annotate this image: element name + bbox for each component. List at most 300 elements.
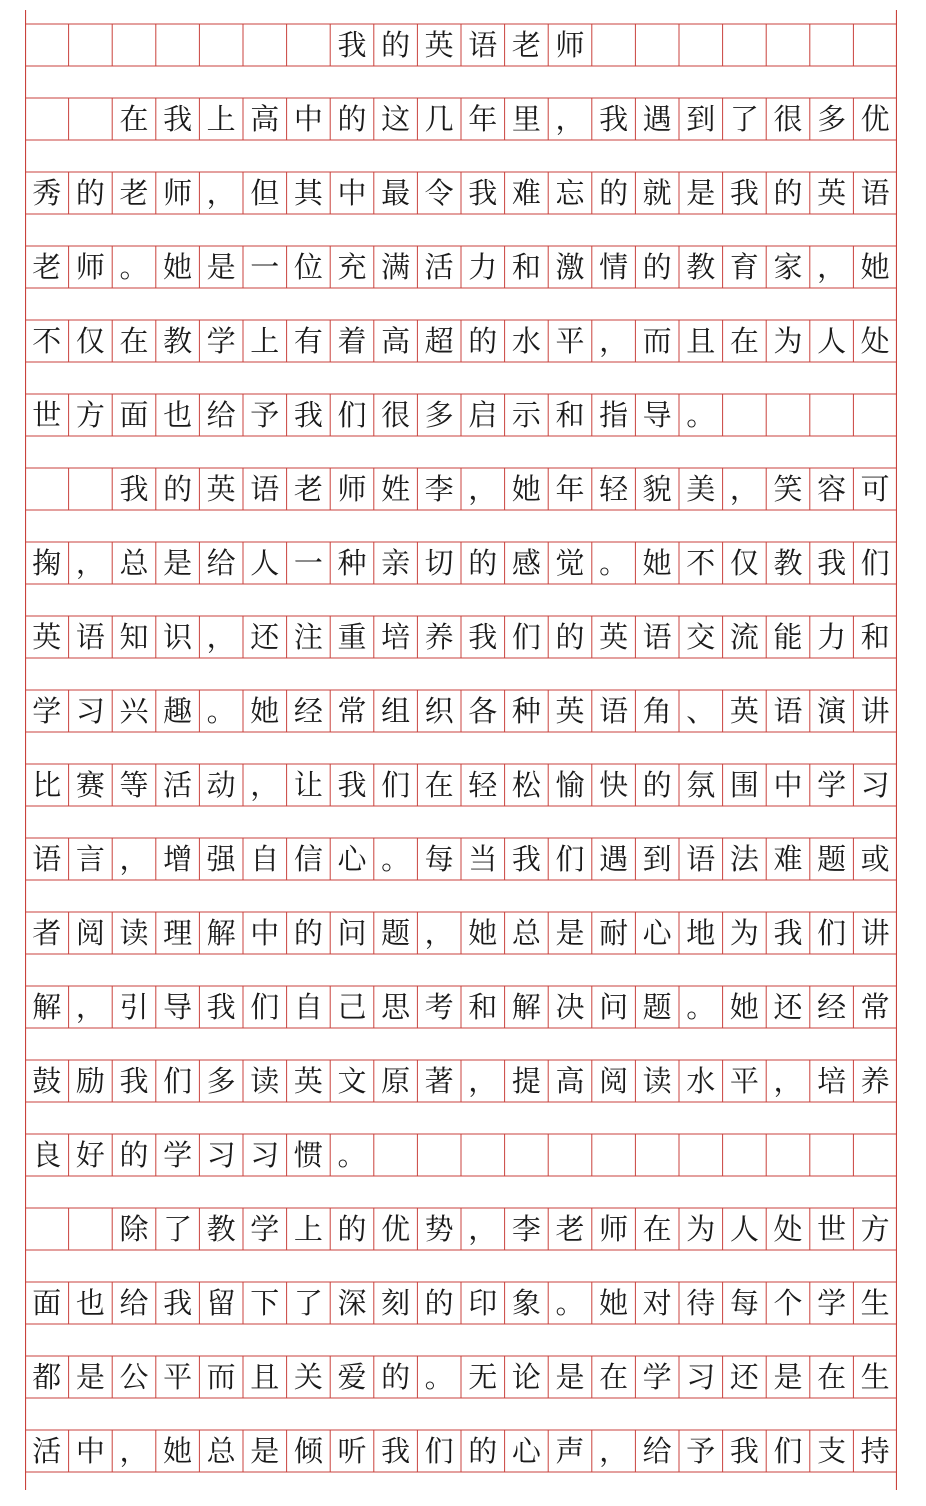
char-cell: 还: [773, 989, 803, 1024]
char-cell: 里: [511, 101, 541, 136]
char-cell: 不: [32, 323, 62, 358]
char-cell: 语: [468, 27, 498, 62]
char-cell: 的: [468, 1433, 498, 1468]
char-cell: 是: [250, 1433, 280, 1468]
char-cell: ，: [468, 1211, 498, 1246]
char-cell: 其: [293, 175, 323, 210]
char-cell: 爱: [337, 1359, 367, 1394]
text-line: [25, 838, 897, 880]
char-cell: 我: [337, 767, 367, 802]
char-cell: 赛: [75, 767, 105, 802]
char-cell: 感: [511, 545, 541, 580]
char-cell: 论: [511, 1359, 541, 1394]
char-cell: 老: [119, 175, 149, 210]
text-line: [25, 764, 897, 806]
char-cell: 英: [206, 471, 236, 506]
char-cell: 著: [424, 1063, 454, 1098]
char-cell: 或: [860, 841, 890, 876]
char-cell: 好: [75, 1137, 105, 1172]
char-cell: 家: [773, 249, 803, 284]
char-cell: 高: [381, 323, 411, 358]
char-cell: 的: [642, 767, 672, 802]
char-cell: 学: [642, 1359, 672, 1394]
char-cell: 讲: [860, 693, 890, 728]
char-cell: 的: [337, 1211, 367, 1246]
char-cell: 了: [163, 1211, 193, 1246]
char-cell: 培: [381, 619, 411, 654]
char-cell: 掬: [32, 545, 62, 580]
char-cell: 且: [250, 1359, 280, 1394]
char-cell: 决: [555, 989, 585, 1024]
char-cell: 种: [511, 693, 541, 728]
char-cell: 中: [293, 101, 323, 136]
char-cell: 解: [206, 915, 236, 950]
char-cell: ，: [555, 101, 585, 136]
char-cell: 几: [424, 101, 454, 136]
char-cell: 师: [599, 1211, 629, 1246]
char-cell: ，: [119, 1433, 149, 1468]
char-cell: 听: [337, 1433, 367, 1468]
char-cell: 年: [468, 101, 498, 136]
char-cell: 李: [511, 1211, 541, 1246]
char-cell: 强: [206, 841, 236, 876]
char-cell: 声: [555, 1433, 585, 1468]
text-line: [25, 320, 897, 362]
char-cell: 的: [555, 619, 585, 654]
char-cell: 给: [206, 545, 236, 580]
char-cell: 她: [511, 471, 541, 506]
char-cell: 们: [511, 619, 541, 654]
text-line: [25, 986, 897, 1028]
char-cell: ，: [424, 915, 454, 950]
char-cell: 在: [119, 323, 149, 358]
char-cell: 者: [32, 915, 62, 950]
char-cell: 心: [337, 841, 367, 876]
char-cell: 在: [119, 101, 149, 136]
char-cell: 语: [75, 619, 105, 654]
char-cell: 讲: [860, 915, 890, 950]
char-cell: 趣: [163, 693, 193, 728]
char-cell: ，: [468, 1063, 498, 1098]
char-cell: 我: [206, 989, 236, 1024]
char-cell: 力: [817, 619, 847, 654]
char-cell: 愉: [555, 767, 585, 802]
char-cell: 难: [773, 841, 803, 876]
char-cell: 。: [424, 1359, 454, 1394]
char-cell: 心: [511, 1433, 541, 1468]
char-cell: 我: [163, 101, 193, 136]
char-cell: 遇: [599, 841, 629, 876]
char-cell: 超: [424, 323, 454, 358]
grid-lines: [25, 10, 897, 1490]
char-cell: 姓: [381, 471, 411, 506]
char-cell: 一: [250, 249, 280, 284]
char-cell: 平: [555, 323, 585, 358]
char-cell: 予: [250, 397, 280, 432]
char-cell: 增: [163, 841, 193, 876]
char-cell: 和: [860, 619, 890, 654]
char-cell: 为: [773, 323, 803, 358]
char-cell: 问: [337, 915, 367, 950]
char-cell: 倾: [293, 1433, 323, 1468]
char-cell: 给: [206, 397, 236, 432]
char-cell: 教: [686, 249, 716, 284]
char-cell: 常: [337, 693, 367, 728]
char-cell: 的: [381, 1359, 411, 1394]
char-cell: 自: [293, 989, 323, 1024]
char-cell: 流: [729, 619, 759, 654]
char-cell: 给: [642, 1433, 672, 1468]
char-cell: 下: [250, 1285, 280, 1320]
char-cell: 在: [599, 1359, 629, 1394]
char-cell: 们: [860, 545, 890, 580]
char-cell: 方: [75, 397, 105, 432]
char-cell: 象: [511, 1285, 541, 1320]
char-cell: 她: [860, 249, 890, 284]
char-cell: 经: [293, 693, 323, 728]
char-cell: 深: [337, 1285, 367, 1320]
char-cell: 和: [555, 397, 585, 432]
char-cell: ，: [119, 841, 149, 876]
char-cell: 她: [642, 545, 672, 580]
char-cell: 题: [381, 915, 411, 950]
char-cell: 活: [163, 767, 193, 802]
char-cell: 多: [817, 101, 847, 136]
char-cell: 题: [642, 989, 672, 1024]
char-cell: 激: [555, 249, 585, 284]
text-line: [25, 1060, 897, 1102]
char-cell: 老: [511, 27, 541, 62]
char-cell: 重: [337, 619, 367, 654]
char-cell: 是: [686, 175, 716, 210]
char-cell: ，: [468, 471, 498, 506]
char-cell: 和: [468, 989, 498, 1024]
char-cell: 是: [75, 1359, 105, 1394]
char-cell: 就: [642, 175, 672, 210]
char-cell: 们: [555, 841, 585, 876]
char-cell: 。: [381, 841, 411, 876]
char-cell: 个: [773, 1285, 803, 1320]
char-cell: 中: [75, 1433, 105, 1468]
char-cell: 最: [381, 175, 411, 210]
char-cell: 容: [817, 471, 847, 506]
char-cell: 。: [599, 545, 629, 580]
char-cell: 印: [468, 1285, 498, 1320]
char-cell: 轻: [468, 767, 498, 802]
char-cell: 组: [381, 693, 411, 728]
char-cell: 她: [163, 1433, 193, 1468]
char-cell: 中: [250, 915, 280, 950]
char-cell: 仅: [729, 545, 759, 580]
char-cell: 一: [293, 545, 323, 580]
char-cell: 阅: [599, 1063, 629, 1098]
char-cell: 无: [468, 1359, 498, 1394]
char-cell: 们: [381, 767, 411, 802]
char-cell: 读: [250, 1063, 280, 1098]
char-cell: 不: [686, 545, 716, 580]
char-cell: 导: [163, 989, 193, 1024]
char-cell: 的: [642, 249, 672, 284]
char-cell: 我: [817, 545, 847, 580]
char-cell: ，: [206, 175, 236, 210]
char-cell: 教: [773, 545, 803, 580]
text-line: [25, 468, 897, 510]
title-line: [25, 24, 897, 66]
char-cell: 题: [817, 841, 847, 876]
char-cell: 养: [424, 619, 454, 654]
char-cell: 处: [773, 1211, 803, 1246]
char-cell: 鼓: [32, 1063, 62, 1098]
char-cell: 能: [773, 619, 803, 654]
char-cell: 各: [468, 693, 498, 728]
char-cell: 文: [337, 1063, 367, 1098]
char-cell: 是: [555, 915, 585, 950]
char-cell: 我: [729, 1433, 759, 1468]
char-cell: 己: [337, 989, 367, 1024]
char-cell: ，: [599, 1433, 629, 1468]
char-cell: 遇: [642, 101, 672, 136]
char-cell: 人: [729, 1211, 759, 1246]
char-cell: 我: [599, 101, 629, 136]
char-cell: 支: [817, 1433, 847, 1468]
char-cell: 比: [32, 767, 62, 802]
char-cell: 问: [599, 989, 629, 1024]
char-cell: 学: [250, 1211, 280, 1246]
char-cell: 我: [729, 175, 759, 210]
char-cell: 她: [729, 989, 759, 1024]
char-cell: 年: [555, 471, 585, 506]
char-cell: 公: [119, 1359, 149, 1394]
char-cell: 活: [424, 249, 454, 284]
char-cell: 们: [773, 1433, 803, 1468]
char-cell: 我: [119, 471, 149, 506]
char-cell: 我: [337, 27, 367, 62]
text-line: [25, 1208, 897, 1250]
char-cell: 到: [686, 101, 716, 136]
char-cell: 每: [424, 841, 454, 876]
text-line: [25, 98, 897, 140]
char-cell: ，: [729, 471, 759, 506]
char-cell: 还: [729, 1359, 759, 1394]
char-cell: 在: [424, 767, 454, 802]
char-cell: 演: [817, 693, 847, 728]
char-cell: 满: [381, 249, 411, 284]
char-cell: 总: [206, 1433, 236, 1468]
char-cell: 围: [729, 767, 759, 802]
char-cell: 轻: [599, 471, 629, 506]
char-cell: 给: [119, 1285, 149, 1320]
text-line: [25, 1282, 897, 1324]
char-cell: 的: [163, 471, 193, 506]
char-cell: 生: [860, 1285, 890, 1320]
char-cell: 。: [206, 693, 236, 728]
char-cell: 兴: [119, 693, 149, 728]
text-line: [25, 690, 897, 732]
char-cell: 学: [32, 693, 62, 728]
char-cell: 也: [75, 1285, 105, 1320]
char-cell: 李: [424, 471, 454, 506]
char-cell: 的: [468, 545, 498, 580]
char-cell: 我: [293, 397, 323, 432]
char-cell: 习: [206, 1137, 236, 1172]
char-cell: 指: [599, 397, 629, 432]
char-cell: 师: [555, 27, 585, 62]
char-cell: 的: [468, 323, 498, 358]
text-line: [25, 616, 897, 658]
char-cell: 在: [642, 1211, 672, 1246]
char-cell: 予: [686, 1433, 716, 1468]
char-cell: 难: [511, 175, 541, 210]
char-cell: 高: [250, 101, 280, 136]
char-cell: 上: [293, 1211, 323, 1246]
char-cell: 总: [119, 545, 149, 580]
char-cell: 她: [250, 693, 280, 728]
char-cell: 忘: [555, 175, 585, 210]
char-cell: 觉: [555, 545, 585, 580]
char-cell: 解: [511, 989, 541, 1024]
char-cell: 面: [32, 1285, 62, 1320]
char-cell: 、: [686, 693, 716, 728]
char-cell: 英: [293, 1063, 323, 1098]
char-cell: 也: [163, 397, 193, 432]
char-cell: 可: [860, 471, 890, 506]
char-cell: 惯: [293, 1137, 323, 1172]
char-cell: 导: [642, 397, 672, 432]
char-cell: 养: [860, 1063, 890, 1098]
char-cell: 原: [381, 1063, 411, 1098]
char-cell: 英: [599, 619, 629, 654]
char-cell: 们: [817, 915, 847, 950]
char-cell: 们: [163, 1063, 193, 1098]
char-cell: 美: [686, 471, 716, 506]
text-line: [25, 1430, 897, 1472]
char-cell: 亲: [381, 545, 411, 580]
char-cell: 们: [337, 397, 367, 432]
char-cell: 她: [163, 249, 193, 284]
char-cell: 识: [163, 619, 193, 654]
char-cell: 了: [729, 101, 759, 136]
char-cell: 言: [75, 841, 105, 876]
char-cell: 切: [424, 545, 454, 580]
char-cell: 关: [293, 1359, 323, 1394]
char-cell: 培: [817, 1063, 847, 1098]
char-cell: 处: [860, 323, 890, 358]
char-cell: 提: [511, 1063, 541, 1098]
char-cell: ，: [773, 1063, 803, 1098]
char-cell: 到: [642, 841, 672, 876]
char-cell: 氛: [686, 767, 716, 802]
char-cell: 上: [206, 101, 236, 136]
char-cell: 解: [32, 989, 62, 1024]
char-cell: 角: [642, 693, 672, 728]
char-cell: 。: [686, 989, 716, 1024]
text-line: [25, 542, 897, 584]
char-cell: ，: [599, 323, 629, 358]
char-cell: 。: [555, 1285, 585, 1320]
char-cell: 学: [206, 323, 236, 358]
char-cell: 启: [468, 397, 498, 432]
char-cell: 我: [468, 619, 498, 654]
char-cell: 的: [381, 27, 411, 62]
char-cell: 的: [773, 175, 803, 210]
char-cell: 平: [163, 1359, 193, 1394]
char-cell: 语: [642, 619, 672, 654]
char-cell: 英: [817, 175, 847, 210]
char-cell: 人: [817, 323, 847, 358]
char-cell: 师: [337, 471, 367, 506]
char-cell: 除: [119, 1211, 149, 1246]
char-cell: 中: [337, 175, 367, 210]
char-cell: 耐: [599, 915, 629, 950]
char-cell: 英: [729, 693, 759, 728]
char-cell: 着: [337, 323, 367, 358]
char-cell: 松: [511, 767, 541, 802]
char-cell: 人: [250, 545, 280, 580]
char-cell: 仅: [75, 323, 105, 358]
char-cell: 织: [424, 693, 454, 728]
char-cell: 我: [119, 1063, 149, 1098]
char-cell: 有: [293, 323, 323, 358]
composition-sheet: [25, 10, 897, 1490]
char-cell: 情: [599, 249, 629, 284]
char-cell: 习: [860, 767, 890, 802]
char-cell: 习: [686, 1359, 716, 1394]
char-cell: 生: [860, 1359, 890, 1394]
char-cell: 且: [686, 323, 716, 358]
char-cell: 了: [293, 1285, 323, 1320]
char-cell: 老: [32, 249, 62, 284]
char-cell: 为: [686, 1211, 716, 1246]
char-cell: 思: [381, 989, 411, 1024]
char-cell: 平: [729, 1063, 759, 1098]
char-cell: 语: [686, 841, 716, 876]
char-cell: 待: [686, 1285, 716, 1320]
char-cell: 当: [468, 841, 498, 876]
text-line: [25, 246, 897, 288]
char-cell: 水: [511, 323, 541, 358]
char-cell: 这: [381, 101, 411, 136]
char-cell: 读: [119, 915, 149, 950]
char-cell: 让: [293, 767, 323, 802]
text-line: [25, 1134, 897, 1176]
char-cell: 她: [468, 915, 498, 950]
char-cell: 笑: [773, 471, 803, 506]
char-cell: 总: [511, 915, 541, 950]
char-cell: 方: [860, 1211, 890, 1246]
char-cell: 的: [293, 915, 323, 950]
char-cell: 刻: [381, 1285, 411, 1320]
char-cell: 种: [337, 545, 367, 580]
char-cell: 理: [163, 915, 193, 950]
char-cell: 习: [250, 1137, 280, 1172]
char-cell: 的: [337, 101, 367, 136]
char-cell: 是: [206, 249, 236, 284]
char-cell: 很: [773, 101, 803, 136]
char-cell: 信: [293, 841, 323, 876]
char-cell: 习: [75, 693, 105, 728]
char-cell: 多: [206, 1063, 236, 1098]
char-cell: 持: [860, 1433, 890, 1468]
char-cell: 等: [119, 767, 149, 802]
char-cell: 阅: [75, 915, 105, 950]
char-cell: 高: [555, 1063, 585, 1098]
char-cell: 。: [686, 397, 716, 432]
char-cell: 貌: [642, 471, 672, 506]
char-cell: 力: [468, 249, 498, 284]
char-cell: 英: [555, 693, 585, 728]
char-cell: 语: [773, 693, 803, 728]
char-cell: 还: [250, 619, 280, 654]
